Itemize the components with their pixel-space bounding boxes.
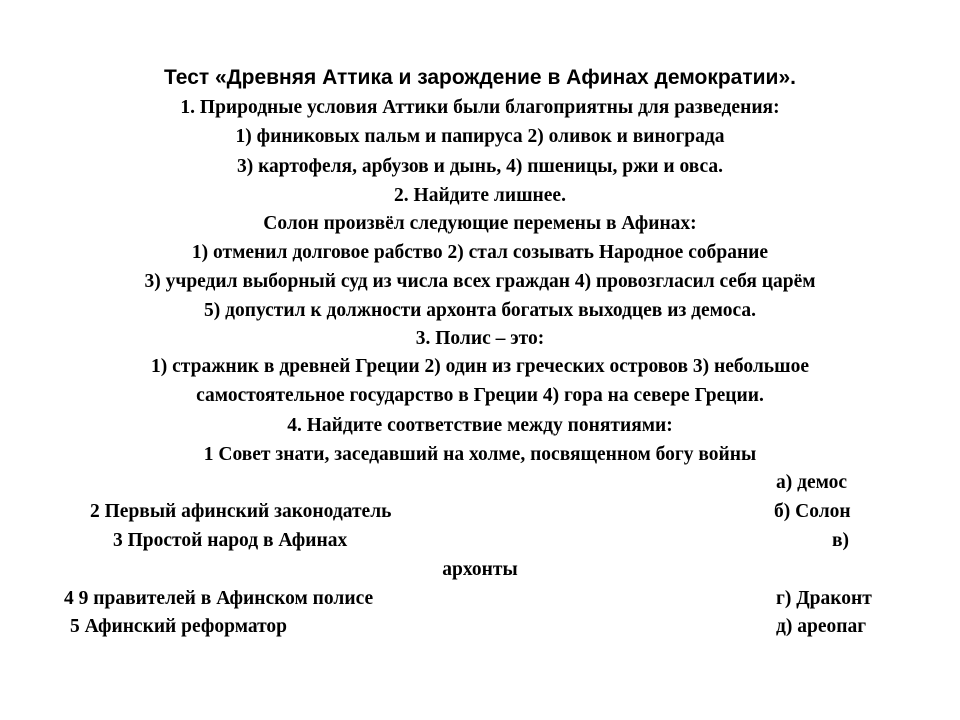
q4-item1: 1 Совет знати, заседавший на холме, посвященном богу войны [203,444,757,465]
q2-options-line2: 3) учредил выборный суд из числа всех граждан 4) провозгласил себя царём [144,271,816,292]
q3-options-line2: самостоятельное государство в Греции 4) гора на севере Греции. [196,385,764,406]
q4-item5: 5 Афинский реформатор [70,616,288,637]
q4-question: 4. Найдите соответствие между понятиями: [287,415,673,436]
q4-answer-v-cont: архонты [442,559,518,580]
q4-item4: 4 9 правителей в Афинском полисе [64,588,374,609]
q4-answer-g: г) Драконт [776,588,872,609]
q4-item2: 2 Первый афинский законодатель [90,501,392,522]
q2-prompt: Солон произвёл следующие перемены в Афинах: [263,213,697,234]
q4-answer-d: д) ареопаг [776,616,867,637]
q1-options-line2: 3) картофеля, арбузов и дынь, 4) пшеницы, ржи и овса. [236,156,723,177]
q3-options-line1: 1) стражник в древней Греции 2) один из греческих островов 3) небольшое [151,356,809,377]
q2-options-line1: 1) отменил долговое рабство 2) стал созывать Народное собрание [191,242,769,263]
q4-item3: 3 Простой народ в Афинах [113,530,348,551]
q2-options-line3: 5) допустил к должности архонта богатых выходцев из демоса. [204,300,756,321]
q1-options-line1: 1) финиковых пальм и папируса 2) оливок и винограда [235,126,725,147]
test-title: Тест «Древняя Аттика и зарождение в Афинах демократии». [164,66,796,89]
q4-answer-b: б) Солон [774,501,851,522]
q4-answer-a: а) демос [776,472,848,493]
q4-answer-v: в) [832,530,850,551]
q1-question: 1. Природные условия Аттики были благоприятны для разведения: [180,97,780,118]
q2-question: 2. Найдите лишнее. [394,185,566,206]
q3-question: 3. Полис – это: [415,328,545,349]
